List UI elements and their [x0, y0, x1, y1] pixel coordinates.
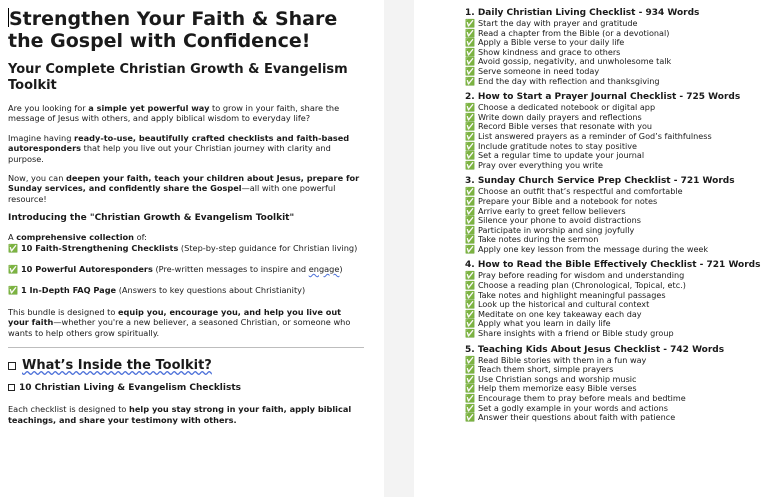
- feature-faq: ✅ 1 In-Depth FAQ Page (Answers to key questions about Christianity): [8, 285, 306, 296]
- checklist-title: 1. Daily Christian Living Checklist - 934 Words: [465, 8, 700, 18]
- checklist-items: [465, 19, 768, 86]
- feature-autoresponders: ✅ 10 Powerful Autoresponders (Pre-written messages to inspire and engage): [8, 264, 343, 275]
- check-icon: ✅: [465, 19, 475, 28]
- checklist-item-text: Look up the historical and cultural context: [477, 299, 650, 310]
- checklist-item-text: Set a regular time to update your journal: [477, 150, 645, 161]
- checklist-item-text: Meditate on one key takeaway each day: [477, 308, 642, 319]
- page-gutter: [384, 0, 414, 497]
- check-icon: ✅: [465, 225, 475, 235]
- checklist-item-text: Use Christian songs and worship music: [477, 373, 637, 384]
- bundle-paragraph: This bundle is designed to equip you, encourage you, and help you live out your faith—whether you're a new believer, a seasoned Christian, or someone who wants to help others grow spiritually.: [8, 306, 351, 338]
- checklist-item-text: Participate in worship and sing joyfully: [477, 224, 635, 235]
- check-icon: ✅: [465, 271, 475, 281]
- checklist-item-text: Teach them short, simple prayers: [477, 364, 614, 375]
- check-icon: ✅: [465, 122, 475, 132]
- check-icon: ✅: [465, 394, 475, 403]
- checkbox-icon: [8, 362, 16, 370]
- right-page: [414, 0, 768, 497]
- checklist-title: 5. Teaching Kids About Jesus Checklist - 742 Words: [465, 344, 725, 355]
- checklist-item-text: Take notes and highlight meaningful passages: [477, 289, 666, 300]
- check-icon: ✅: [465, 244, 475, 254]
- check-icon: ✅: [465, 281, 475, 291]
- checklist-items: [465, 103, 768, 170]
- each-paragraph: Each checklist is designed to help you stay strong in your faith, apply biblical teachings, and share your testimony with others.: [8, 404, 352, 425]
- checklist-item-text: Serve someone in need today: [477, 65, 600, 76]
- checklist-section: [465, 345, 768, 423]
- check-icon: ✅: [465, 103, 475, 113]
- check-icon: ✅: [465, 355, 475, 365]
- check-icon: ✅: [465, 47, 475, 57]
- checklist-item-text: Pray over everything you write: [477, 159, 604, 170]
- check-icon: ✅: [465, 235, 475, 245]
- checklist-item-text: Avoid gossip, negativity, and unwholesome talk: [477, 56, 672, 67]
- checklist-section: [465, 260, 768, 338]
- check-icon: ✅: [465, 309, 475, 319]
- check-icon: ✅: [465, 160, 475, 170]
- imagine-paragraph: Imagine having ready-to-use, beautifully crafted checklists and faith-based autoresponders that help you live out your Christian journey with clarity and purpose.: [8, 132, 350, 164]
- checklist-section: [465, 8, 768, 86]
- checklist-item-text: Arrive early to greet fellow believers: [477, 205, 626, 216]
- introducing-heading: Introducing the "Christian Growth & Evangelism Toolkit": [8, 213, 295, 224]
- checklist-item-text: Apply what you learn in daily life: [477, 318, 611, 329]
- checklist-item-text: Choose an outfit that’s respectful and comfortable: [477, 186, 683, 197]
- checklist-item-text: Prepare your Bible and a notebook for notes: [477, 195, 658, 206]
- check-icon: ✅: [465, 319, 475, 329]
- checklist-item: [465, 161, 768, 171]
- check-icon: ✅: [8, 243, 18, 253]
- checklist-item-text: Choose a reading plan (Chronological, Topical, etc.): [477, 280, 686, 291]
- check-icon: ✅: [465, 403, 475, 413]
- check-icon: ✅: [465, 290, 475, 300]
- checklist-item-text: Choose a dedicated notebook or digital app: [477, 102, 656, 113]
- check-icon: ✅: [465, 76, 475, 86]
- checklist-item-text: Include gratitude notes to stay positive: [477, 140, 638, 151]
- checklist-item-text: Silence your phone to avoid distractions: [477, 215, 641, 226]
- checklist-container: [465, 8, 768, 423]
- check-icon: ✅: [465, 38, 475, 48]
- checklist-item-text: Apply one key lesson from the message during the week: [477, 243, 709, 254]
- checklist-item-text: Set a godly example in your words and actions: [477, 402, 668, 413]
- checklist-item: [465, 245, 768, 255]
- checklist-title: 2. How to Start a Prayer Journal Checklist - 725 Words: [465, 92, 741, 103]
- checklist-items: [465, 187, 768, 254]
- checklist-item-text: Write down daily prayers and reflections: [477, 111, 642, 122]
- check-icon: ✅: [465, 384, 475, 394]
- checklist-item: [465, 413, 768, 423]
- checklist-item-text: Record Bible verses that resonate with you: [477, 121, 653, 132]
- checklist-item-text: Take notes during the sermon: [477, 234, 599, 245]
- check-icon: ✅: [465, 206, 475, 216]
- checklist-items: [465, 356, 768, 423]
- checklist-item-text: Share insights with a friend or Bible study group: [477, 328, 674, 339]
- checklist-item-text: Help them memorize easy Bible verses: [477, 383, 637, 394]
- checklist-title: 4. How to Read the Bible Effectively Checklist - 721 Words: [465, 260, 761, 271]
- check-icon: ✅: [8, 286, 18, 296]
- checklist-item-text: Show kindness and grace to others: [477, 46, 621, 57]
- check-icon: ✅: [465, 66, 475, 76]
- check-icon: ✅: [465, 112, 475, 122]
- toolkit-subtitle: Your Complete Christian Growth & Evangelism Toolkit: [8, 62, 348, 93]
- check-icon: ✅: [465, 187, 475, 197]
- check-icon: ✅: [465, 300, 475, 310]
- check-icon: ✅: [465, 196, 475, 206]
- check-icon: ✅: [465, 131, 475, 141]
- check-icon: ✅: [465, 413, 475, 423]
- page-title: Strengthen Your Faith & Share the Gospel with Confidence!: [8, 8, 338, 52]
- checklist-item-text: Pray before reading for wisdom and understanding: [477, 270, 685, 281]
- checklist-item: [465, 77, 768, 87]
- checklist-item-text: Read a chapter from the Bible (or a devotional): [477, 27, 670, 38]
- check-icon: ✅: [465, 57, 475, 67]
- check-icon: ✅: [465, 329, 475, 339]
- check-icon: ✅: [465, 141, 475, 151]
- now-paragraph: Now, you can deepen your faith, teach your children about Jesus, prepare for Sunday services, and confidently share the Gospel—all with one powerful resource!: [8, 173, 360, 204]
- intro-paragraph: Are you looking for a simple yet powerful way to grow in your faith, share the message of Jesus with others, and apply biblical wisdom to everyday life?: [8, 103, 340, 124]
- check-icon: ✅: [465, 28, 475, 38]
- section-divider: [8, 347, 364, 348]
- checklist-section: [465, 176, 768, 254]
- checklist-item-text: Answer their questions about faith with patience: [477, 412, 676, 423]
- checklist-title: 3. Sunday Church Service Prep Checklist - 721 Words: [465, 176, 735, 187]
- check-icon: ✅: [465, 151, 475, 161]
- checklist-items: [465, 271, 768, 338]
- collection-intro: A comprehensive collection of: ✅ 10 Faith-Strengthening Checklists (Step-by-step guidance for Christian living): [8, 232, 358, 253]
- checklist-item-text: End the day with reflection and thanksgiving: [477, 75, 660, 86]
- checklist-item-text: Start the day with prayer and gratitude: [477, 18, 638, 28]
- checklist-section: [465, 92, 768, 170]
- inside-heading: What’s Inside the Toolkit?: [8, 358, 364, 374]
- checklist-item-text: Encourage them to pray before meals and bedtime: [477, 393, 686, 403]
- checkbox-icon: [8, 384, 15, 391]
- check-icon: ✅: [8, 265, 18, 275]
- checklists-heading: 10 Christian Living & Evangelism Checklists: [8, 383, 364, 394]
- checklist-item-text: Read Bible stories with them in a fun way: [477, 354, 647, 365]
- checklist-item: [465, 329, 768, 339]
- checklist-item-text: List answered prayers as a reminder of God’s faithfulness: [477, 130, 712, 141]
- check-icon: ✅: [465, 365, 475, 375]
- checklist-item-text: Apply a Bible verse to your daily life: [477, 37, 625, 48]
- check-icon: ✅: [465, 216, 475, 226]
- check-icon: ✅: [465, 374, 475, 384]
